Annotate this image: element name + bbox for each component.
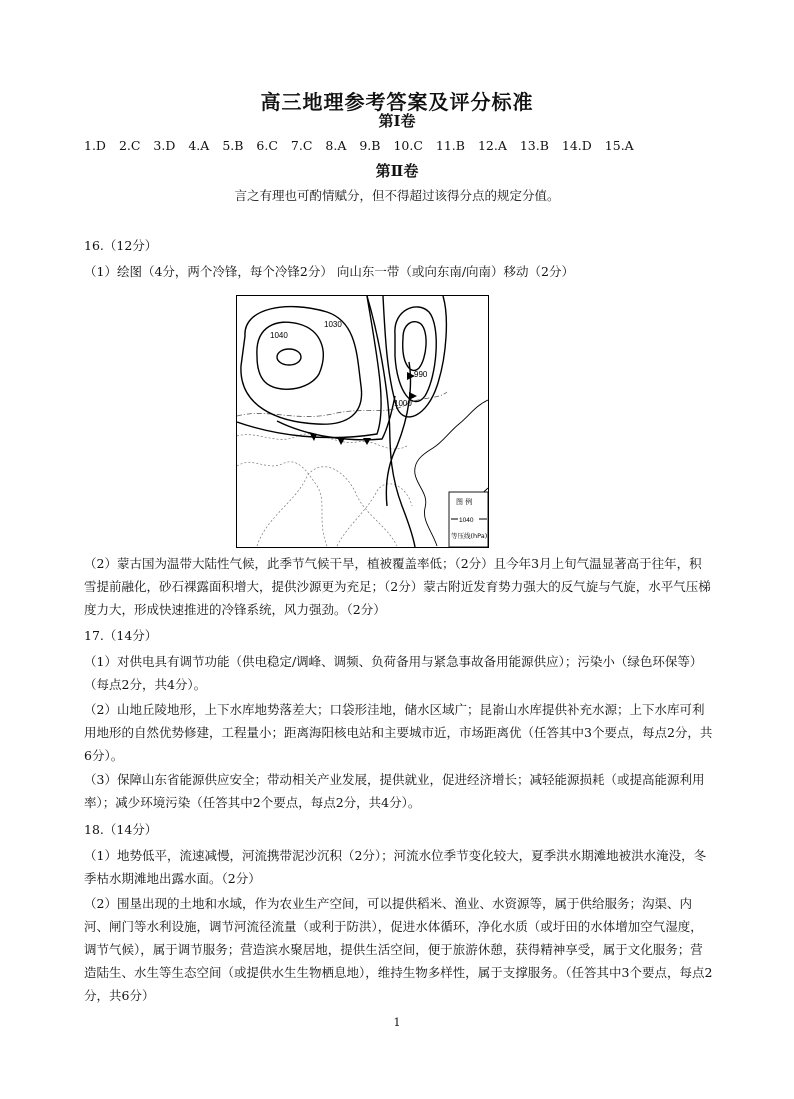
weather-map xyxy=(236,295,489,548)
question-16-heading: 16.（12分） xyxy=(84,238,158,253)
isobar-label: 1040 xyxy=(270,331,288,340)
question-16-part-2: （2）蒙古国为温带大陆性气候，此季节气候干旱，植被覆盖率低；（2分）且今年3月上旬气温显著高于往年，积雪提前融化，砂石裸露面积增大，提供沙源更为充足；（2分）蒙古附近发育势力强大的反气旋与气旋，水平气压梯度力大，形成快速推进的冷锋系统，风力强劲。（2分） xyxy=(84,556,711,617)
page-title: 高三地理参考答案及评分标准 xyxy=(260,90,534,114)
isobar-label: 1000 xyxy=(394,399,412,408)
answer-item: 7.C xyxy=(290,138,313,153)
grading-note: 言之有理也可酌情赋分，但不得超过该得分点的规定分值。 xyxy=(234,188,560,203)
isobar-label: 990 xyxy=(414,370,428,379)
legend-title: 图 例 xyxy=(456,498,473,506)
legend-value: 1040 xyxy=(459,517,474,524)
question-17-part-1: （1）对供电具有调节功能（供电稳定/调峰、调频、负荷备用与紧急事故备用能源供应）；污染小（绿色环保等）（每点2分，共4分）。 xyxy=(84,654,703,692)
answer-item: 12.A xyxy=(477,138,507,153)
answer-item: 11.B xyxy=(435,138,465,153)
answer-item: 10.C xyxy=(393,138,423,153)
isobar-label: 1030 xyxy=(324,320,342,329)
answer-key-row xyxy=(84,138,643,153)
answer-item: 8.A xyxy=(325,138,347,153)
question-18-part-1: （1）地势低平，流速减慢，河流携带泥沙沉积（2分）；河流水位季节变化较大，夏季洪水期滩地被洪水淹没，冬季枯水期滩地出露水面。（2分） xyxy=(84,848,707,886)
answer-item: 9.B xyxy=(359,138,381,153)
section-title-1: 第Ⅰ卷 xyxy=(378,112,416,130)
answer-item: 1.D xyxy=(84,138,106,153)
answer-item: 5.B xyxy=(222,138,244,153)
section-title-2: 第Ⅱ卷 xyxy=(375,162,419,180)
question-18-part-2: （2）围垦出现的土地和水域，作为农业生产空间，可以提供稻米、渔业、水资源等，属于供给服务；沟渠、内河、闸门等水利设施，调节河流径流量（或利于防洪），促进水体循环，净化水质（或圩田的水体增加空气湿度，调节气候），属于调节服务；营造滨水聚居地，提供生活空间，便于旅游休憩，获得精神享受，属于文化服务；营造陆生、水生等生态空间（或提供水生生物栖息地），维持生物多样性，属于支撑服务。（任答其中3个要点，每点2分，共6分） xyxy=(84,896,713,1003)
question-18-heading: 18.（14分） xyxy=(84,822,158,837)
answer-item: 6.C xyxy=(256,138,278,153)
question-16-part-1: （1）绘图（4分，两个冷锋，每个冷锋2分） 向山东一带（或向东南/向南）移动（2分） xyxy=(84,264,574,279)
legend-label: 等压线(hPa) xyxy=(451,532,488,540)
answer-item: 2.C xyxy=(118,138,141,153)
question-17-part-2: （2）山地丘陵地形，上下水库地势落差大；口袋形洼地，储水区域广；昆嵛山水库提供补充水源；上下水库可利用地形的自然优势修建，工程量小；距离海阳核电站和主要城市近，市场距离优（任答其中3个要点，每点2分，共6分）。 xyxy=(84,702,713,763)
question-17-heading: 17.（14分） xyxy=(84,628,158,643)
question-17-part-3: （3）保障山东省能源供应安全；带动相关产业发展，提供就业，促进经济增长；减轻能源损耗（或提高能源利用率）；减少环境污染（任答其中2个要点，每点2分，共4分）。 xyxy=(84,772,705,810)
answer-item: 3.D xyxy=(153,138,176,153)
weather-map-figure xyxy=(237,296,488,547)
page-number: 1 xyxy=(393,1016,401,1029)
answer-item: 15.A xyxy=(604,138,634,153)
answer-item: 4.A xyxy=(188,138,210,153)
answer-item: 14.D xyxy=(561,138,592,153)
answer-item: 13.B xyxy=(519,138,549,153)
